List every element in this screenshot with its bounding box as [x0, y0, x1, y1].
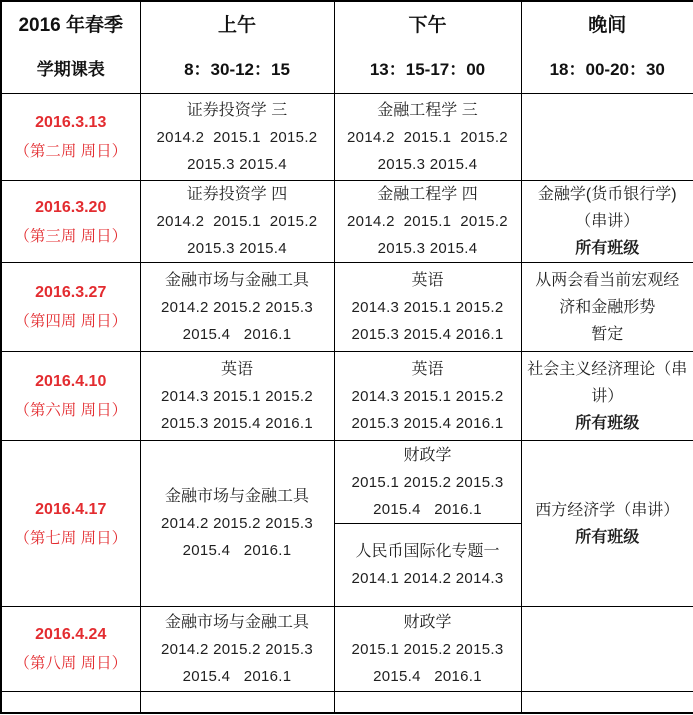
tentative-label: 暂定: [591, 325, 624, 343]
course-title-wrap: 济和金融形势: [559, 298, 656, 316]
class-list-line: 2015.4 2016.1: [373, 500, 482, 518]
date-cell: [1, 94, 140, 181]
date-text: 2016.4.17: [35, 500, 107, 518]
evening-label: 晚间: [588, 14, 627, 36]
morning-label: 上午: [217, 14, 256, 36]
class-list-line: 2015.3 2015.4: [187, 155, 287, 173]
date-text: 2016.4.10: [35, 373, 107, 390]
evening-cell-empty: [521, 607, 693, 692]
class-list-line: 2015.3 2015.4: [377, 240, 478, 257]
class-list-line: 2015.3 2015.4: [187, 240, 287, 257]
course-title: 证券投资学 四: [186, 186, 288, 203]
evening-cell: [521, 181, 693, 263]
class-list-line: 2014.2 2015.1 2015.2: [156, 213, 318, 230]
class-list-line: 2015.1 2015.2 2015.3: [351, 473, 504, 491]
course-title: 财政学: [403, 446, 452, 464]
date-text: 2016.4.24: [35, 626, 107, 643]
class-list-line: 2015.3 2015.4: [377, 155, 478, 173]
course-title: 西方经济学（串讲）: [535, 501, 680, 519]
afternoon-cell: [334, 94, 521, 181]
class-list-line: 2015.4 2016.1: [182, 325, 292, 343]
class-list-line: 2014.1 2014.2 2014.3: [351, 570, 504, 587]
class-list-line: 2015.3 2015.4 2016.1: [351, 414, 504, 432]
morning-cell: [140, 607, 334, 692]
class-list-line: 2015.1 2015.2 2015.3: [351, 640, 504, 658]
class-list-line: 2014.2 2015.1 2015.2: [347, 128, 508, 146]
afternoon-cell: [334, 352, 521, 441]
header-evening-cell: [521, 1, 693, 94]
afternoon-cell-partial: [334, 692, 521, 714]
evening-cell: [521, 441, 693, 607]
schedule-row: [1, 263, 693, 352]
morning-cell-partial: [140, 692, 334, 714]
header-title-cell: [1, 1, 140, 94]
course-title: 金融市场与金融工具: [164, 488, 309, 505]
date-cell: [1, 181, 140, 263]
afternoon-label: 下午: [408, 14, 447, 36]
evening-cell-empty: [521, 94, 693, 181]
course-title: 从两会看当前宏观经: [535, 271, 680, 289]
course-title: 人民币国际化专题一: [355, 543, 500, 560]
class-list-line: 2014.2 2015.2 2015.3: [161, 298, 313, 316]
all-classes-label: 所有班级: [575, 240, 640, 257]
class-list-line: 2014.2 2015.2 2015.3: [161, 640, 313, 658]
evening-cell: [521, 352, 693, 441]
course-title: 证券投资学 三: [186, 101, 288, 119]
afternoon-cell-top: [334, 441, 521, 524]
week-text: （第四周 周日）: [14, 313, 128, 330]
course-title: 金融市场与金融工具: [164, 271, 309, 289]
week-text: （第七周 周日）: [14, 529, 128, 547]
date-cell-partial: [1, 692, 140, 714]
course-title: 英语: [411, 360, 444, 378]
schedule-row: [1, 352, 693, 441]
schedule-title-line2: 学期课表: [36, 59, 105, 79]
course-title: 金融工程学 三: [377, 101, 478, 119]
class-list-line: 2014.2 2015.1 2015.2: [347, 213, 508, 230]
class-list-line: 2014.2 2015.1 2015.2: [156, 128, 318, 146]
afternoon-cell: [334, 263, 521, 352]
class-list-line: 2015.3 2015.4 2016.1: [351, 325, 504, 343]
morning-time: 8：30-12：15: [184, 59, 290, 79]
date-cell: [1, 352, 140, 441]
week-text: （第二周 周日）: [14, 143, 128, 160]
schedule-row: [1, 181, 693, 263]
morning-cell: [140, 441, 334, 607]
morning-cell: [140, 94, 334, 181]
morning-cell: [140, 181, 334, 263]
afternoon-cell: [334, 181, 521, 263]
class-list-line: 2015.4 2016.1: [373, 667, 482, 685]
afternoon-cell: [334, 607, 521, 692]
course-title: 金融学(货币银行学): [537, 186, 677, 203]
week-text: （第八周 周日）: [14, 655, 128, 672]
schedule-row: [1, 607, 693, 692]
course-title: 财政学: [403, 613, 452, 631]
week-text: （第六周 周日）: [14, 402, 128, 419]
evening-cell: [521, 263, 693, 352]
evening-cell-partial: [521, 692, 693, 714]
class-list-line: 2014.3 2015.1 2015.2: [161, 387, 313, 405]
class-list-line: 2015.4 2016.1: [182, 667, 292, 685]
course-title: 金融市场与金融工具: [164, 613, 309, 631]
evening-time: 18：00-20：30: [549, 59, 665, 79]
afternoon-time: 13：15-17：00: [369, 59, 486, 79]
schedule-row: [1, 441, 693, 524]
morning-cell: [140, 263, 334, 352]
class-list-line: 2015.4 2016.1: [182, 542, 292, 559]
date-cell: [1, 441, 140, 607]
class-list-line: 2014.3 2015.1 2015.2: [351, 298, 504, 316]
course-title: 社会主义经济理论（串: [527, 360, 688, 378]
morning-cell: [140, 352, 334, 441]
course-note: （串讲）: [575, 213, 640, 230]
schedule-title-line1: 2016 年春季: [18, 14, 124, 36]
header-morning-cell: [140, 1, 334, 94]
class-list-line: 2015.3 2015.4 2016.1: [161, 414, 313, 432]
course-title-wrap: 讲）: [591, 387, 624, 405]
afternoon-cell-bottom: [334, 524, 521, 607]
week-text: （第三周 周日）: [14, 227, 128, 245]
schedule-row: [1, 94, 693, 181]
all-classes-label: 所有班级: [575, 528, 640, 546]
course-title: 英语: [411, 271, 444, 289]
header-afternoon-cell: [334, 1, 521, 94]
class-list-line: 2014.2 2015.2 2015.3: [161, 515, 313, 532]
partial-row: [1, 692, 693, 714]
course-title: 英语: [220, 360, 253, 378]
all-classes-label: 所有班级: [575, 414, 640, 432]
date-text: 2016.3.13: [35, 114, 107, 131]
date-cell: [1, 263, 140, 352]
date-text: 2016.3.27: [35, 284, 107, 301]
date-text: 2016.3.20: [35, 198, 107, 216]
header-row: [1, 1, 693, 94]
class-list-line: 2014.3 2015.1 2015.2: [351, 387, 504, 405]
course-title: 金融工程学 四: [377, 186, 478, 203]
date-cell: [1, 607, 140, 692]
